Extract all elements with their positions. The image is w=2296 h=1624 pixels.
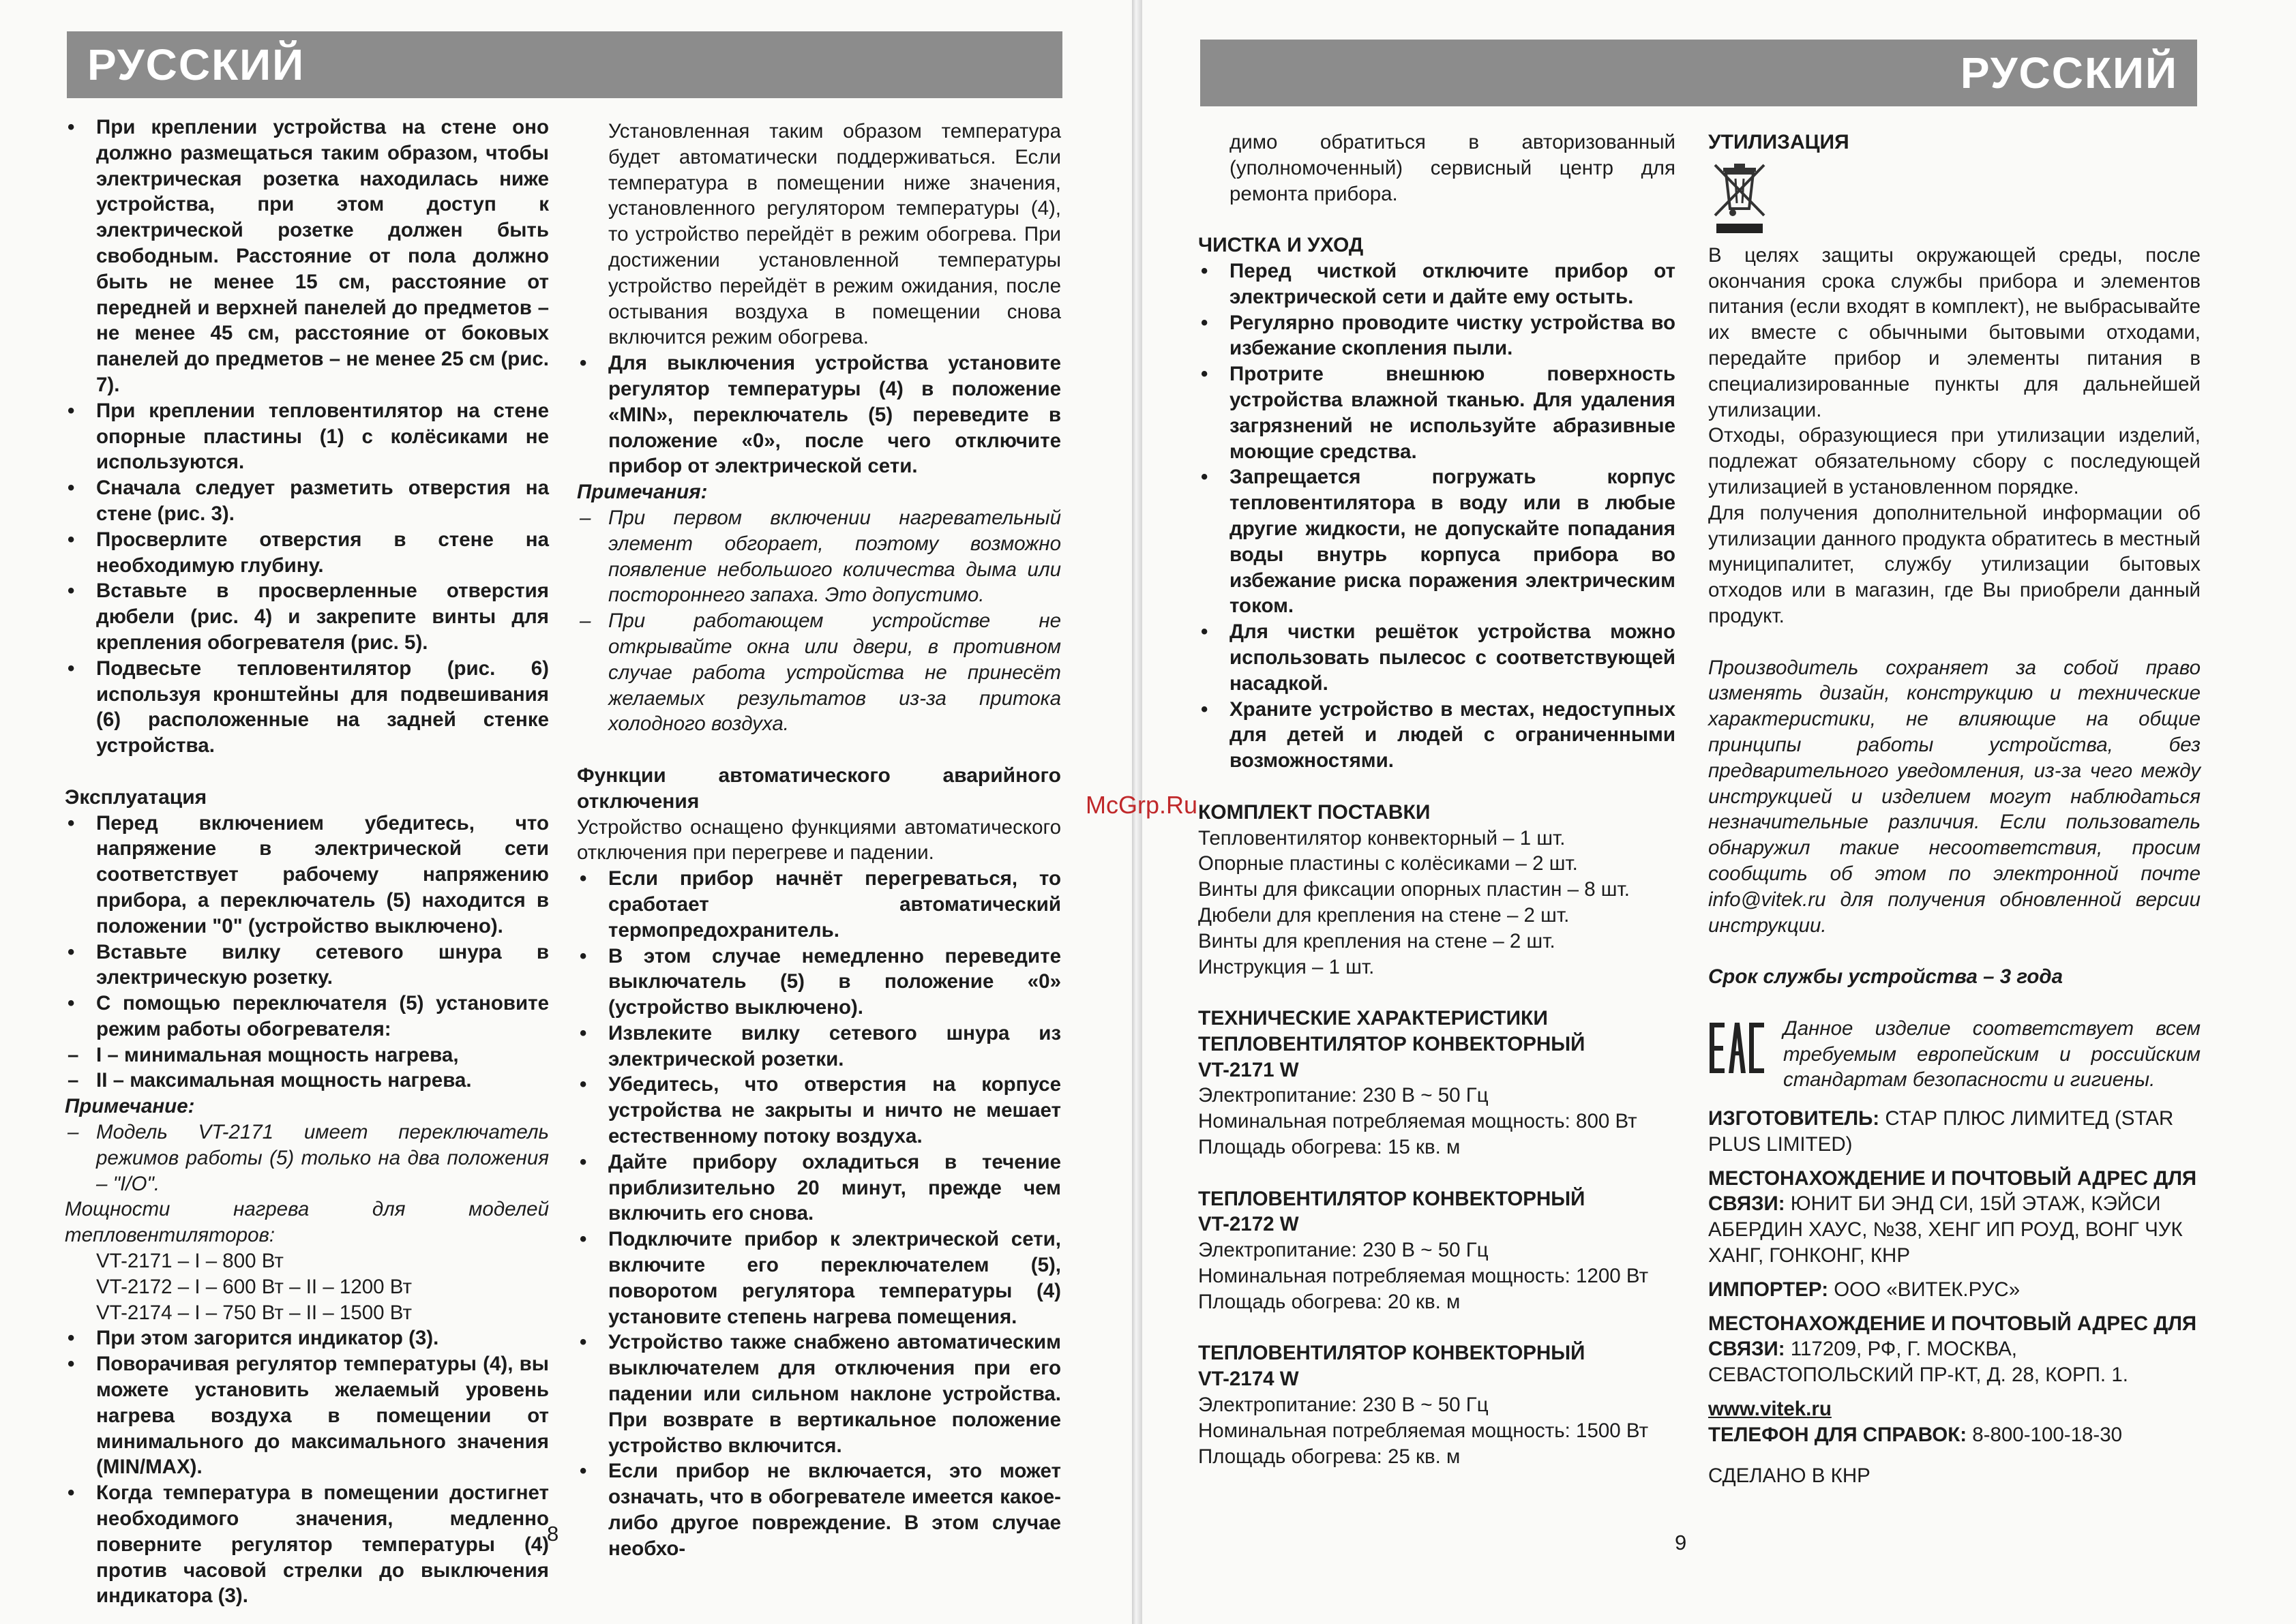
- spec-model: [1198, 1340, 1675, 1469]
- model-name: ТЕПЛОВЕНТИЛЯТОР КОНВЕКТОРНЫЙ: [1198, 1342, 1585, 1365]
- model-supply: Электропитание: 230 В ~ 50 Гц: [1198, 1084, 1489, 1107]
- manufacturer-note: Производитель сохраняет за собой право изменять дизайн, конструкцию и технические характеристики, не влияющие на общие принципы работы устройства, без предварительного уведомления, из-за чего между инструкцией и изделием могут наблюдаться незначительные различия. Если пользователь обнаружил такие несоответствия, просим сообщить об этом по электронной почте info@vitek.ru для получения обновленной версии инструкции.: [1708, 656, 2201, 937]
- continuation-text: димо обратиться в авторизованный (уполномоченный) сервисный центр для ремонта прибора.: [1229, 131, 1675, 205]
- list-item: • Для чистки решёток устройства можно использовать пылесос с соответствующей насадкой.: [1198, 619, 1675, 696]
- spec-model: [1198, 1032, 1675, 1160]
- list-item: • Дайте прибору охладиться в течение приблизительно 20 минут, прежде чем включить его снова.: [577, 1149, 1061, 1227]
- address-label: МЕСТОНАХОЖДЕНИЕ И ПОЧТОВЫЙ АДРЕС ДЛЯ СВЯЗИ:: [1708, 1167, 2197, 1216]
- list-item: • Для выключения устройства установите регулятор температуры (4) в положение «MIN», переключатель (5) переведите в положение «0», после чего отключите прибор от электрической сети.: [577, 350, 1061, 479]
- note-item: – При первом включении нагревательный элемент обгорает, поэтому возможно появление небольшого количества дыма или постороннего запаха. Это допустимо.: [577, 505, 1061, 608]
- model-supply: Электропитание: 230 В ~ 50 Гц: [1198, 1394, 1489, 1417]
- cleaning-bullet-list: [1198, 258, 1675, 774]
- maker-value: СТАР ПЛЮС ЛИМИТЕД (STAR PLUS LIMITED): [1708, 1107, 2174, 1156]
- language-header-left: РУССКИЙ: [67, 31, 1062, 98]
- eac-mark-icon: [1708, 1019, 1765, 1080]
- operation-heading: Эксплуатация: [65, 785, 207, 809]
- kit-heading: КОМПЛЕКТ ПОСТАВКИ: [1198, 800, 1431, 824]
- list-item: • Если прибор не включается, это может означать, что в обогревателе имеется какое-либо другое повреждение. В этом случае необхо-: [577, 1458, 1061, 1561]
- after-bullet-list: [65, 1325, 549, 1609]
- model-power: Номинальная потребляемая мощность: 1200 Вт: [1198, 1265, 1649, 1288]
- note-list: [65, 1119, 549, 1197]
- list-item: • Подключите прибор к электрической сети, включите его переключателем (5), поворотом регулятора температуры (4) установите степень нагрева помещения.: [577, 1227, 1061, 1329]
- page-number-right: 9: [1675, 1531, 1687, 1554]
- left-column-1: [65, 115, 549, 1609]
- address2-label: МЕСТОНАХОЖДЕНИЕ И ПОЧТОВЫЙ АДРЕС ДЛЯ СВЯЗИ:: [1708, 1312, 2197, 1361]
- model-power: Номинальная потребляемая мощность: 800 Вт: [1198, 1110, 1637, 1133]
- maker-label: ИЗГОТОВИТЕЛЬ:: [1708, 1107, 1880, 1130]
- list-item: • В этом случае немедленно переведите выключатель (5) в положение «0» (устройство выключено).: [577, 944, 1061, 1021]
- list-item: • Вставьте вилку сетевого шнура в электрическую розетку.: [65, 939, 549, 991]
- right-column-2: [1708, 130, 2201, 1488]
- kit-item: Тепловентилятор конвекторный – 1 шт.: [1198, 826, 1566, 849]
- model-name: ТЕПЛОВЕНТИЛЯТОР КОНВЕКТОРНЫЙ: [1198, 1187, 1585, 1210]
- list-item: [65, 991, 549, 1094]
- list-item: • Запрещается погружать корпус тепловентилятора в воду или в любые другие жидкости, не допускайте попадания воды внутрь корпуса прибора во избежание риска поражения электрическим током.: [1198, 464, 1675, 619]
- model-name: ТЕПЛОВЕНТИЛЯТОР КОНВЕКТОРНЫЙ: [1198, 1032, 1585, 1055]
- phone-value: 8-800-100-18-30: [1972, 1423, 2123, 1446]
- list-item: • При креплении устройства на стене оно должно размещаться таким образом, чтобы электрическая розетка находилась ниже устройства, при этом доступ к электрической розетке должен быть свободным. Расстояние от пола должно быть не менее 15 см, расстояние от передней и верхней панелей до предметов – не менее 45 см, расстояние от боковых панелей до предметов – не менее 25 см (рис. 7).: [65, 115, 549, 398]
- kit-item: Опорные пластины с колёсиками – 2 шт.: [1198, 852, 1578, 875]
- watermark: McGrp.Ru: [1086, 791, 1198, 819]
- list-item: • При креплении тепловентилятор на стене опорные пластины (1) с колёсиками не используются.: [65, 398, 549, 475]
- list-item: • Просверлите отверстия в стене на необходимую глубину.: [65, 527, 549, 579]
- auto-intro: Устройство оснащено функциями автоматического отключения при перегреве и падении.: [577, 815, 1061, 864]
- power-line: VT-2172 – I – 600 Вт – II – 1200 Вт: [96, 1275, 412, 1298]
- disposal-text: Для получения дополнительной информации об утилизации данного продукта обратитесь в местный муниципалитет, службу утилизации бытовых отходов или в магазин, где Вы приобрели данный продукт.: [1708, 501, 2201, 627]
- right-column-1: [1198, 130, 1675, 1469]
- eac-logo: [1708, 1019, 1765, 1080]
- kit-item: Винты для фиксации опорных пластин – 8 шт.: [1198, 878, 1630, 901]
- power-line: VT-2171 – I – 800 Вт: [96, 1250, 284, 1273]
- language-header-right: РУССКИЙ: [1200, 40, 2197, 106]
- list-item: • Сначала следует разметить отверстия на стене (рис. 3).: [65, 475, 549, 527]
- crossed-bin-icon: [1711, 161, 1768, 236]
- model-area: Площадь обогрева: 15 кв. м: [1198, 1136, 1461, 1159]
- page-left: [0, 0, 1132, 1624]
- model-supply: Электропитание: 230 В ~ 50 Гц: [1198, 1239, 1489, 1262]
- mode-item: – II – максимальная мощность нагрева.: [65, 1068, 549, 1094]
- install-bullet-list: [65, 115, 549, 759]
- list-item: • Если прибор начнёт перегреваться, то сработает автоматический термопредохранитель.: [577, 866, 1061, 943]
- list-item: • Протрите внешнюю поверхность устройства влажной тканью. Для удаления загрязнений не используйте абразивные моющие средства.: [1198, 361, 1675, 464]
- note-item: – Модель VT-2171 имеет переключатель режимов работы (5) только на два положения – "I/O".: [65, 1119, 549, 1197]
- kit-list: [1198, 826, 1675, 980]
- list-item: • Убедитесь, что отверстия на корпусе устройства не закрыты и ничто не мешает естественному потоку воздуха.: [577, 1072, 1061, 1149]
- kit-item: Инструкция – 1 шт.: [1198, 955, 1375, 978]
- modes-list: [65, 1042, 549, 1094]
- list-item: • Извлеките вилку сетевого шнура из электрической розетки.: [577, 1021, 1061, 1072]
- list-item: • Храните устройство в местах, недоступных для детей и людей с ограниченными возможностями.: [1198, 697, 1675, 774]
- list-item: • Перед включением убедитесь, что напряжение в электрической сети соответствует рабочему напряжению прибора, а переключатель (5) находится в положении "0" (устройство выключено).: [65, 811, 549, 939]
- spec-model: [1198, 1186, 1675, 1315]
- list-item: • Вставьте в просверленные отверстия дюбели (рис. 4) и закрепите винты для крепления обогревателя (рис. 5).: [65, 578, 549, 655]
- model-power: Номинальная потребляемая мощность: 1500 Вт: [1198, 1419, 1649, 1442]
- model-area: Площадь обогрева: 20 кв. м: [1198, 1290, 1461, 1313]
- cleaning-heading: ЧИСТКА И УХОД: [1198, 234, 1364, 257]
- made-in: СДЕЛАНО В КНР: [1708, 1464, 1870, 1487]
- model-code: VT-2171 W: [1198, 1058, 1299, 1081]
- importer-value: ООО «ВИТЕК.РУС»: [1834, 1278, 2021, 1301]
- service-life: Срок службы устройства – 3 года: [1708, 965, 2063, 989]
- list-item: • Поворачивая регулятор температуры (4), вы можете установить желаемый уровень нагрева воздуха в помещении от минимального до максимального значения (MIN/MAX).: [65, 1351, 549, 1480]
- list-item-text: С помощью переключателя (5) установите режим работы обогревателя:: [96, 992, 549, 1040]
- list-item: • Регулярно проводите чистку устройства во избежание скопления пыли.: [1198, 310, 1675, 362]
- page-right: [1142, 0, 2296, 1624]
- page-number-left: 8: [547, 1522, 559, 1546]
- disposal-text: Отходы, образующиеся при утилизации изделий, подлежат обязательному сбору с последующей утилизацией в установленном порядке.: [1708, 424, 2201, 498]
- power-intro: Мощности нагрева для моделей тепловентиляторов:: [65, 1198, 549, 1247]
- phone-label: ТЕЛЕФОН ДЛЯ СПРАВОК:: [1708, 1423, 1967, 1446]
- kit-item: Дюбели для крепления на стене – 2 шт.: [1198, 903, 1570, 927]
- auto-bullet-list: [577, 866, 1061, 1562]
- auto-shutoff-heading: Функции автоматического аварийного отключения: [577, 764, 1061, 813]
- note-item: – При работающем устройстве не открывайте окна или двери, в противном случае работа устройства не принесёт желаемых результатов из-за притока холодного воздуха.: [577, 608, 1061, 737]
- website-link[interactable]: www.vitek.ru: [1708, 1398, 1832, 1421]
- operation-bullet-list: [65, 811, 549, 1094]
- list-item: • Устройство также снабжено автоматическим выключателем для отключения при его падении или сильном наклоне устройства. При возврате в вертикальное положение устройство включится.: [577, 1329, 1061, 1458]
- mode-item: – I – минимальная мощность нагрева,: [65, 1042, 549, 1068]
- kit-item: Винты для крепления на стене – 2 шт.: [1198, 929, 1555, 952]
- address-value: ЮНИТ БИ ЭНД СИ, 15Й ЭТАЖ, КЭЙСИ АБЕРДИН ХАУС, №38, ХЕНГ ИП РОУД, ВОНГ ЧУК ХАНГ, ГОНКОНГ, КНР: [1708, 1192, 2183, 1267]
- notes-heading: Примечания:: [577, 481, 708, 504]
- power-line: VT-2174 – I – 750 Вт – II – 1500 Вт: [96, 1301, 412, 1324]
- importer-label: ИМПОРТЕР:: [1708, 1278, 1829, 1301]
- list-item: • При этом загорится индикатор (3).: [65, 1325, 549, 1351]
- list-item: • Перед чисткой отключите прибор от электрической сети и дайте ему остыть.: [1198, 258, 1675, 310]
- notes-list: [577, 505, 1061, 737]
- list-item: • Подвесьте тепловентилятор (рис. 6) используя кронштейны для подвешивания (6) расположенные на задней стенке устройства.: [65, 656, 549, 759]
- address2-value: 117209, РФ, Г. МОСКВА, СЕВАСТОПОЛЬСКИЙ ПР-КТ, Д. 28, КОРП. 1.: [1708, 1338, 2128, 1387]
- disposal-heading: УТИЛИЗАЦИЯ: [1708, 131, 1849, 153]
- eac-text: Данное изделие соответствует всем требуемым европейским и российским стандартам безопасности и гигиены.: [1783, 1017, 2201, 1092]
- switch-off-list: [577, 350, 1061, 479]
- left-column-2: [577, 119, 1061, 1562]
- contacts-block: [1708, 1106, 2201, 1488]
- power-lines: [65, 1248, 549, 1325]
- disposal-text: В целях защиты окружающей среды, после окончания срока службы прибора и элементов питания (если входят в комплект), не выбрасывайте их вместе с обычными бытовыми отходами, передайте прибор и элементы питания в специализированные пункты для дальнейшей утилизации.: [1708, 243, 2201, 421]
- note-heading: Примечание:: [65, 1095, 195, 1118]
- eac-block: [1708, 1016, 2201, 1093]
- model-code: VT-2174 W: [1198, 1368, 1299, 1391]
- continuation-text: Установленная таким образом температура будет автоматически поддерживаться. Если температура в помещении ниже значения, установленного регулятором температуры (4), то устройство перейдёт в режим обогрева. При достижении установленной температуры устройство перейдёт в режим ожидания, после остывания воздуха в помещении снова включится режим обогрева.: [608, 120, 1061, 349]
- list-item: • Когда температура в помещении достигнет необходимого значения, медленно поверните регулятор температуры (4) против часовой стрелки до выключения индикатора (3).: [65, 1480, 549, 1609]
- model-code: VT-2172 W: [1198, 1213, 1299, 1236]
- specs-heading: ТЕХНИЧЕСКИЕ ХАРАКТЕРИСТИКИ: [1198, 1007, 1548, 1030]
- model-area: Площадь обогрева: 25 кв. м: [1198, 1445, 1461, 1468]
